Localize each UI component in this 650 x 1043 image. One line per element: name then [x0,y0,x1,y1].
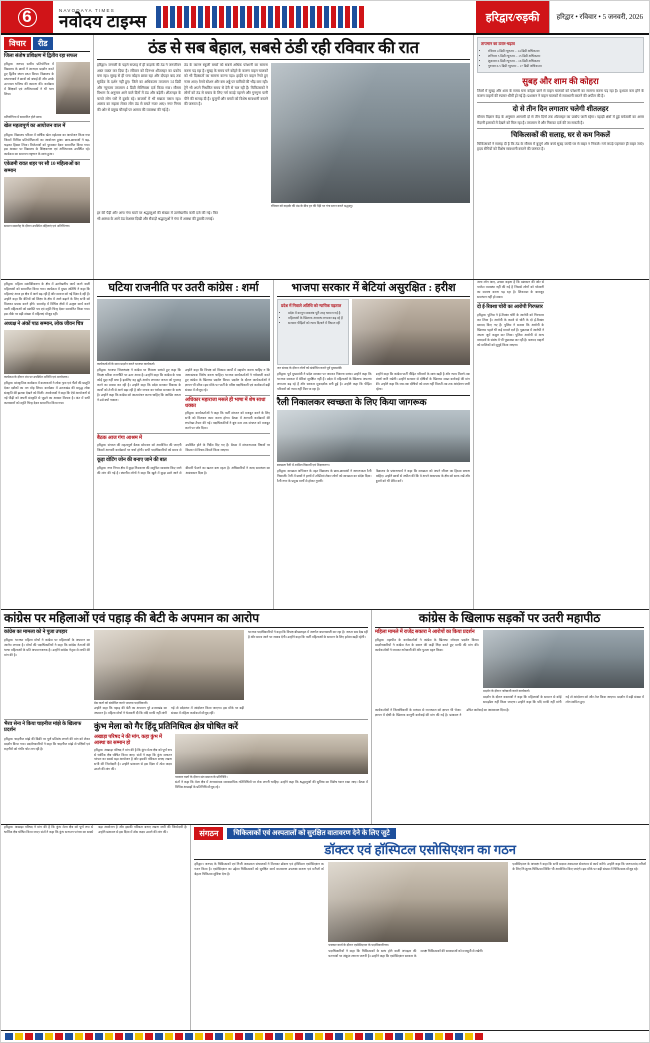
caption-ganga-ghat: रविवार को कड़ाके की ठंड के बीच हर की पैड़ी पर गंगा स्नान करते श्रद्धालु। [271,204,353,209]
section-tag-vichar: विचार [4,37,31,50]
date-line: हरिद्वार • रविवार • 5 जनवरी, 2026 [549,1,649,33]
lead-body-right: हर की पैड़ी और अन्य गंगा घाटों पर श्रद्धालुओं की संख्या में उल्लेखनीय कमी दर्ज की गई। फिर भी आस्था के आगे ठंड बेअसर दिखी और सैकड़ों श्रद्धालुओं ने गंगा में आस्था की डुबकी लगाई। [97,211,218,222]
temperature-item: • रविवार 4 डिग्री न्यूनतम – 14 डिग्री अधिकतम [488,49,640,54]
temperature-sidebar-title: तापमान का उतार-चढ़ाव [481,41,515,46]
newspaper-logo [53,1,152,33]
body-doctor-2: पदाधिकारियों ने कहा कि चिकित्सकों के साथ होने वाली अभद्रता की घटनाओं पर अंकुश लगाना जरूरी है। उन्होंने कहा कि एसोसिएशन सरकार के समक्ष चिकित्सकों की समस्याओं को मजबूती से रखेगी। [328,949,484,959]
body-folk: हरिद्वार। सांस्कृतिक कार्यक्रम में कलाकारों ने लोक नृत्य एवं गीतों की प्रस्तुति देकर दर्शकों का मन मोह लिया। कार्यक्रम में उत्तराखंड की समृद्ध लोक संस्कृति की झलक देखने को मिली। आयोजकों ने कहा कि ऐसे आयोजनों से नई पीढ़ी को अपनी संस्कृति से जुड़ने का अवसर मिलता है। अंत में सभी कलाकारों को स्मृति चिन्ह देकर सम्मानित किया गया। [4,380,90,405]
caption-akhara-parishad: पत्रकार वार्ता के दौरान संत समाज के प्रतिनिधि। [175,774,228,779]
story-congress [93,280,273,609]
body-doctor-advice: चिकित्सकों ने सलाह दी है कि ठंड के मौसम में बुजुर्ग और बच्चे सुबह जल्दी घर से बाहर न निकलें। गर्म कपड़े पहनकर ही बाहर जाएं। हृदय रोगियों को विशेष सावधानी बरतने की जरूरत है। [477,141,644,152]
body-meeting: हरिद्वार। संगठन की महत्वपूर्ण बैठक सोमवार को आयोजित की जाएगी जिसमें आगामी कार्यक्रमों पर चर्चा होगी। सभी पदाधिकारियों को समय से उपस्थित होने के निर्देश दिए गए हैं। बैठक में संगठनात्मक विषयों पर विस्तार से विचार-विमर्श किया जाएगा। [97,443,270,453]
body-bottom-left: हरिद्वार। अखाड़ा परिषद ने मांग की है कि कुंभ मेला क्षेत्र को पूर्ण रूप से धार्मिक क्षेत्र घोषित किया जाए। संतों ने कहा कि कुंभ सनातन परंपरा का सबसे बड़ा आयोजन है और इसकी पवित्रता बनाए रखना सभी की जिम्मेदारी है। उन्होंने प्रशासन से इस दिशा में ठोस कदम उठाने की मांग की। [4,825,188,834]
body-mahapeeth-3: कार्यकर्ताओं ने जिलाधिकारी के माध्यम से राज्यपाल को ज्ञापन भी भेजा। ज्ञापन में दोषी के खिलाफ कानूनी कार्रवाई की मांग की गई है। प्रशासन ने उचित कार्रवाई का आश्वासन दिया है। [375,708,510,718]
kicker-fog: सुबह और शाम की कोहरा [522,75,599,86]
body-waste: हरिद्वार। नगर निगम क्षेत्र में कूड़ा निस्तारण की समुचित व्यवस्था किए जाने की मांग की गई है। स्थानीय लोगों ने कहा कि खुले में कूड़ा डाले जाने से बीमारी फैलने का खतरा बना रहता है। अधिकारियों ने जल्द समाधान का आश्वासन दिया है। [97,465,270,475]
headline-samman: एकेडमी रावत शहर पर सौ 10 महिलाओं का सम्मान [4,162,80,174]
edition-badge: हरिद्वार/रुड़की [476,1,550,33]
photo-women-samman [4,177,90,223]
body-women-2: उन्होंने कहा कि पहाड़ की बेटी का अपमान पूरे उत्तराखंड का अपमान है। महिला मोर्चा ने चेतावनी दी कि यदि माफी नहीं मांगी गई तो प्रदेशभर में आंदोलन किया जाएगा। इस मौके पर बड़ी संख्या में महिला कार्यकर्ता मौजूद रहीं। [94,706,244,716]
body-bhasha: हरिद्वार। कार्यकर्ताओं ने कहा कि पार्टी संगठन को मजबूत करने के लिए सभी को मिलकर काम करना होगा। बैठक में आगामी कार्यक्रमों की रूपरेखा तैयार की गई। पदाधिकारियों ने बूथ स्तर तक संगठन को मजबूत करने पर जोर दिया। [185,411,270,431]
lead-story [93,35,473,279]
story-bjp [273,280,473,609]
tag-sangathan: संगठन [194,827,223,840]
body-bjp-2: उन्होंने कहा कि कांग्रेस पार्टी पीड़ित परिवारों के साथ खड़ी है और न्याय मिलने तक संघर्ष जारी रखेगी। उन्होंने सरकार से दोषियों के खिलाफ सख्त कार्रवाई की मांग की। उन्होंने कहा कि जब तक दोषियों को सजा नहीं मिलती तब तक आंदोलन जारी रहेगा। [375,372,470,392]
subhead-doctor-advice: चिकित्सकों की सलाह, घर से कम निकलें [511,131,610,140]
footer-color-bar [1,1030,649,1042]
caption-press-conference: प्रेस वार्ता को संबोधित करते भाजपा पदाधिकारी। [94,701,149,706]
body-women-samman: हरिद्वार। महिला सशक्तिकरण के क्षेत्र में उल्लेखनीय कार्य करने वाली महिलाओं को सम्मानित किया गया। कार्यक्रम में मुख्य अतिथि ने कहा कि महिलाएं आज हर क्षेत्र में आगे बढ़ रही हैं और समाज को नई दिशा दे रही हैं। उन्होंने कहा कि बेटियों को शिक्षा के क्षेत्र में आगे बढ़ाने के लिए सभी को मिलकर प्रयास करने होंगे। समारोह में विभिन्न क्षेत्रों में उत्कृष्ट कार्य करने वाली महिलाओं को प्रशस्ति पत्र एवं स्मृति चिन्ह देकर सम्मानित किया गया। इस मौके पर बड़ी संख्या में महिलाएं मौजूद रहीं। [4,282,90,316]
photo-folk-program [4,330,90,374]
page-number-badge [1,1,53,33]
headline-congress: घटिया राजनीति पर उतरी कांग्रेस : शर्मा [108,282,259,294]
subhead-erickshaw: दो ई-रिक्शा चोरी का आरोपी गिरफ्तार [477,304,543,310]
photo-bjp-protest [97,299,270,361]
story-mahapeeth [371,610,647,824]
photo-swachhata-rally [277,410,470,462]
caption-swachhata-rally: स्वच्छता रैली में शामिल विद्यार्थी एवं शिक्षकगण। [277,462,330,467]
body-swachhata-2: विद्यालय के प्रधानाचार्य ने कहा कि स्वच्छता को अपने जीवन का हिस्सा बनाना चाहिए। उन्होंने छात्रों से अपील की कि वे अपने आसपास के क्षेत्र को साफ रखें और दूसरों को भी प्रेरित करें। [375,469,470,483]
temperature-item: • शनिवार 5 डिग्री न्यूनतम – 15 डिग्री अधिकतम [488,54,640,59]
headline-kumbh: कुंभ मेला को गैर हिंदू प्रतिनिधित्व क्षेत्र घोषित करें [94,721,238,732]
caption-bjp-protest: कार्यकर्ताओं के साथ प्रदर्शन करते भाजपा कार्यकर्ता। [97,362,156,367]
photo-students [56,62,90,114]
photo-ganga-ghat [271,63,470,203]
bjp-bullet-item: • सरकार पीड़ितों को न्याय दिलाने में विफल रही [288,321,345,326]
lead-headline: ठंड से सब बेहाल, सबसे ठंडी रही रविवार की रात [148,38,419,57]
body-doctor-1: हरिद्वार। जनपद के चिकित्सकों एवं निजी अस्पताल संचालकों ने मिलकर डॉक्टर एवं हॉस्पिटल एसोसिएशन का गठन किया है। एसोसिएशन का उद्देश्य चिकित्सकों को सुरक्षित कार्य वातावरण उपलब्ध कराना एवं मरीजों को बेहतर चिकित्सा सुविधा देना है। [194,862,325,877]
caption-students: प्रतियोगिता में सम्मानित होते छात्र। [4,115,43,120]
body-bhairav-sena: हरिद्वार। चाइनीज मांझे की बिक्री पर पूर्ण प्रतिबंध लगाने की मांग को लेकर प्रदर्शन किया गया। प्रदर्शनकारियों ने कहा कि चाइनीज मांझे से पक्षियों एवं राहगीरों को गंभीर चोट लग रही है। [4,736,90,751]
decorative-stripes [152,1,475,33]
subhead-mahapeeth: महिला मामले में राजेंद्र सकारा ने आरोपों का किया प्रदर्शन [375,630,475,636]
kicker-doctor: चिकित्सकों एवं अस्पतालों को सुरक्षित वातावरण देने के लिए जुटे [227,828,395,839]
left-column-top [1,35,93,279]
caption-doctor-association: पत्रकार वार्ता के दौरान एसोसिएशन के पदाधिकारीगण। [328,943,390,948]
photo-mahapeeth-protest [483,630,644,688]
headline-swachhata: रैली निकालकर स्वच्छता के लिए किया जागरूक [277,397,427,407]
lead-body-mid: ठंड के कारण स्कूली बच्चों को सबसे अधिक परेशानी का सामना करना पड़ रहा है। सुबह के समय घने कोहरे के कारण वाहन चालकों को भी दिक्कतों का सामना करना पड़ा। हाईवे पर वाहन रेंगते हुए नजर आए। रेलवे स्टेशन और बस अड्डे पर यात्रियों की भीड़ कम रही। ट्रेनें भी अपने निर्धारित समय से देरी से चल रही हैं। चिकित्सकों ने लोगों को ठंड से बचाव के लिए गर्म कपड़े पहनने और गुनगुना पानी पीने की सलाह दी है। बुजुर्गों और बच्चों को विशेष सावधानी बरतने की जरूरत है। [184,63,268,107]
bjp-bullet-item: • प्रदेश में कानून व्यवस्था पूरी तरह चरमरा गई है [288,311,345,316]
body-congress-1: हरिद्वार। भाजपा जिलाध्यक्ष ने कांग्रेस पर निशाना साधते हुए कहा कि विपक्ष घटिया राजनीति पर उतर आया है। उन्होंने कहा कि कांग्रेस के पास कोई मुद्दा नहीं बचा है इसलिए वह झूठे आरोप लगाकर जनता को गुमराह करने का प्रयास कर रही है। उन्होंने कहा कि प्रदेश सरकार विकास के कार्यों को तेजी से आगे बढ़ा रही है और जनता का भरोसा सरकार के साथ है। उन्होंने कहा कि कांग्रेस को आत्ममंथन करना चाहिए कि आखिर जनता ने उसे क्यों नकारा। [97,368,181,402]
bjp-bullet-item: • महिलाओं के खिलाफ अपराध लगातार बढ़ रहे हैं [288,316,345,321]
body-bjp-1: हरिद्वार। पूर्व मुख्यमंत्री ने प्रदेश सरकार पर जमकर निशाना साधा। उन्होंने कहा कि भाजपा सरकार में बेटियां सुरक्षित नहीं हैं। प्रदेश में महिलाओं के खिलाफ अपराध लगातार बढ़ रहे हैं और सरकार मूकदर्शक बनी हुई है। उन्होंने कहा कि पीड़ित परिवारों को न्याय नहीं मिल पा रहा है। [277,372,372,392]
body-kumbh-1: हरिद्वार। अखाड़ा परिषद ने मांग की है कि कुंभ मेला क्षेत्र को पूर्ण रूप से धार्मिक क्षेत्र घोषित किया जाए। संतों ने कहा कि कुंभ सनातन परंपरा का सबसे बड़ा आयोजन है और इसकी पवित्रता बनाए रखना सभी की जिम्मेदारी है। उन्होंने प्रशासन से इस दिशा में ठोस कदम उठाने की मांग की। [94,747,172,772]
section-tag-read: रीड [33,37,53,50]
caption-women-samman: सम्मान समारोह के दौरान उपस्थित महिलाएं एवं अतिथिगण। [4,223,71,228]
photo-doctor-association [328,862,508,942]
body-fog: जिलों में सुबह और शाम के समय घना कोहरा छाने से वाहन चालकों को परेशानी का सामना करना पड़ रहा है। दृश्यता कम होने के कारण वाहनों की रफ्तार धीमी हो गई है। प्रशासन ने वाहन चालकों से सावधानी बरतने की अपील की है। [477,88,644,99]
lead-body-left: हरिद्वार। जनवरी के पहले सप्ताह में ही कड़ाके की ठंड ने जनजीवन अस्त व्यस्त कर दिया है। रविवार को दिनभर शीतलहर का प्रकोप बना रहा। सुबह से ही घना कोहरा छाया रहा और दोपहर बाद तक सूर्यदेव के दर्शन नहीं हुए। जिले का अधिकतम तापमान 14 डिग्री और न्यूनतम तापमान 4 डिग्री सेल्सियस दर्ज किया गया। मौसम विभाग के अनुसार आने वाले दिनों में ठंड और बढ़ेगी। शीतलहर के चलते लोग घरों में दुबके रहे। बाजारों में भी सन्नाटा पसरा रहा। अलाव का सहारा लेकर लोग ठंड से बचते नजर आए। नगर निगम की ओर से प्रमुख चौराहों पर अलाव की व्यवस्था की गई है। [97,63,181,112]
caption-mahapeeth-protest: प्रदर्शन के दौरान नारेबाजी करते कार्यकर्ता। [483,689,531,694]
headline-bjp: भाजपा सरकार में बेटियां असुरक्षित : हरीश [291,282,456,294]
headline-khel: खेल महत्वपूर्ण का आयोजन वाल में [4,124,66,130]
bottom-left-column [1,825,190,1030]
body-coldwave: मौसम विज्ञान केंद्र के अनुसार आगामी दो से तीन दिनों तक शीतलहर का प्रकोप जारी रहेगा। पहाड़ी क्षेत्रों में हुई बर्फबारी का असर मैदानी इलाकों में देखने को मिल रहा है। तापमान में और गिरावट दर्ज की जा सकती है। [477,115,644,125]
body-khel: हरिद्वार। विद्यालय परिसर में वार्षिक खेल महोत्सव का आयोजन किया गया जिसमें विभिन्न प्रतियोगिताओं का आयोजन हुआ। छात्र-छात्राओं ने बढ़-चढ़कर हिस्सा लिया। विजेताओं को पुरस्कार देकर सम्मानित किया गया। इस अवसर पर विद्यालय के शिक्षकगण एवं अभिभावक उपस्थित रहे। कार्यक्रम का समापन राष्ट्रगान के साथ हुआ। [4,132,90,157]
caption-folk-program: कार्यक्रम के दौरान मंच पर उपस्थित अतिथि एवं आयोजक। [4,374,69,379]
body-sanstha: हरिद्वार। जनपद स्तरीय प्रतियोगिता में विद्यालय के छात्रों ने शानदार प्रदर्शन करते हुए द्वितीय स्थान प्राप्त किया। विद्यालय के प्रधानाचार्य ने छात्रों को बधाई दी और उनके उज्ज्वल भविष्य की कामना की। कार्यक्रम में शिक्षकों एवं अभिभावकों ने भी भाग लिया। [4,62,54,96]
body-mahapeeth-2: प्रदर्शन के दौरान वक्ताओं ने कहा कि महिलाओं के सम्मान से कोई समझौता नहीं किया जाएगा। उन्होंने कहा कि यदि माफी नहीं मांगी गई तो आंदोलन को और तेज किया जाएगा। प्रदर्शन में बड़ी संख्या में लोग शामिल हुए। [483,695,644,705]
photo-harish-rawat [352,299,470,365]
bjp-bullet-title: प्रदेश में निवाले अतिथि को न्यायिक पड़ताल [281,303,342,309]
body-swachhata-1: हरिद्वार। स्वच्छता अभियान के तहत विद्यालय के छात्र-छात्राओं ने जागरूकता रैली निकाली। रैली में छात्रों ने हाथों में तख्तियां लेकर लोगों को स्वच्छता का संदेश दिया। रैली नगर के प्रमुख मार्गों से होकर गुजरी। [277,469,372,483]
subhead-women-left: कांग्रेस का मामला को ने पूजा उपहार [4,630,68,636]
temperature-item: • गुरुवार 6.5 डिग्री न्यूनतम – 17 डिग्री अधिकतम [488,64,640,69]
masthead [1,1,649,35]
body-kumbh-2: संतों ने कहा कि मेला क्षेत्र में अनावश्यक व्यावसायिक गतिविधियों पर रोक लगनी चाहिए। उन्होंने कहा कि श्रद्धालुओं की सुविधा का विशेष ध्यान रखा जाए। बैठक में विभिन्न अखाड़ों के प्रतिनिधि मौजूद रहे। [175,779,368,789]
caption-harish-rawat: जन संवाद के दौरान लोगों को संबोधित करते पूर्व मुख्यमंत्री। [277,366,343,371]
left-column-mid [1,280,93,609]
subhead-meeting: बैठक आज गंगा आश्रम में [97,436,142,442]
headline-doctor: डॉक्टर एवं हॉस्पिटल एसोसिएशन का गठन [324,842,516,857]
body-doctor-3: एसोसिएशन के अध्यक्ष ने कहा कि सभी सदस्य अस्पताल सेवाभाव से कार्य करेंगे। उन्होंने कहा कि जरूरतमंद मरीजों के लिए नि:शुल्क चिकित्सा शिविर भी आयोजित किए जाएंगे। इस मौके पर बड़ी संख्या में चिकित्सक मौजूद रहे। [512,862,646,872]
body-women-3: भाजपा पदाधिकारियों ने कहा कि विपक्ष बौखलाहट में अनर्गल बयानबाजी कर रहा है। जनता सब देख रही है और समय आने पर जवाब देगी। उन्होंने कहा कि पार्टी महिलाओं के सम्मान के लिए हमेशा खड़ी रहेगी। [248,630,368,640]
subhead-bhairav-sena: भैरव सेना ने किया चाइनीज मांझे के खिलाफ प्रदर्शन [4,722,82,734]
right-column-top [473,35,647,279]
logo-hindi: नवोदय टाइम्स [59,11,147,31]
subhead-bhasha: अधिकार महाराजा मसले ही भाषा में शेष साधा धक्का [185,397,266,410]
headline-mahapeeth: कांग्रेस के खिलाफ सड़कों पर उतरी महापीठ [418,611,601,625]
headline-folk: अध्यक्ष ने अंकों पाठ सम्मान, लोक जीवन चित्र [4,321,84,327]
headline-sanstha: जिला संतोष प्रशिक्षण में द्वितीय रहा सफल [4,54,78,59]
bjp-bullet-box [277,299,349,365]
story-doctor [190,825,649,1030]
body-women-1: हरिद्वार। भाजपा महिला मोर्चा ने कांग्रेस पर महिलाओं के अपमान का आरोप लगाया है। मोर्चा की पदाधिकारियों ने कहा कि कांग्रेस नेताओं की भाषा महिलाओं के प्रति अपमानजनक है। उन्होंने कांग्रेस नेतृत्व से माफी की मांग की है। [4,638,90,658]
temperature-sidebar [477,37,644,73]
photo-akhara-parishad [175,734,368,774]
story-women [1,610,371,824]
headline-women: कांग्रेस पर महिलाओं एवं पहाड़ की बेटी के अपमान का आरोप [4,611,260,625]
logo-english: NAVODAYA TIMES [59,7,115,13]
body-erickshaw: हरिद्वार। पुलिस ने ई-रिक्शा चोरी के आरोपी को गिरफ्तार कर लिया है। आरोपी के कब्जे से चोरी के दो ई-रिक्शा बरामद किए गए हैं। पुलिस ने बताया कि आरोपी के खिलाफ पहले भी कई मामले दर्ज हैं। पूछताछ में आरोपी ने अपना जुर्म कबूल कर लिया। पुलिस आरोपी से अन्य वारदातों के संबंध में भी पूछताछ कर रही है। बरामद वाहनों को मालिकों को सुपुर्द किया जाएगा। [477,313,544,347]
body-mahapeeth-1: हरिद्वार। महापीठ के कार्यकर्ताओं ने कांग्रेस के खिलाफ जोरदार प्रदर्शन किया। प्रदर्शनकारियों ने कांग्रेस नेता के बयान की कड़ी निंदा करते हुए माफी की मांग की। कार्यकर्ताओं ने जमकर नारेबाजी की और पुतला दहन किया। [375,638,479,653]
page-number: 6 [18,8,37,27]
kicker-kumbh: अखाड़ा परिषद ने की मांग, कहा कुंभ में आस्था का सम्मान हो [94,734,163,746]
right-column-mid [473,280,547,609]
body-congress-2: उन्होंने कहा कि विपक्ष को विकास कार्यों में सहयोग करना चाहिए न कि अनावश्यक विरोध करना चाहिए। भाजपा कार्यकर्ताओं ने नारेबाजी करते हुए कांग्रेस के खिलाफ प्रदर्शन किया। प्रदर्शन के दौरान कार्यकर्ताओं ने ज्ञापन भी सौंपा। इस मौके पर पार्टी के वरिष्ठ पदाधिकारी एवं कार्यकर्ता बड़ी संख्या में मौजूद रहे। [185,368,270,392]
body-misc: अन्य लोग आए, उनका कहना है कि प्रशासन की ओर से पर्याप्त व्यवस्था नहीं की गई है जिससे लोगों को परेशानी का सामना करना पड़ रहा है। शिकायत के बावजूद समाधान नहीं हो सका। [477,280,544,299]
subhead-coldwave: दो से तीन दिन लगातार चलेगी शीतलहर [512,104,609,113]
subhead-waste: कूड़ा वोटिंग जोन की बनाए जाने की बात [97,458,167,464]
temperature-item: • शुक्रवार 6 डिग्री न्यूनतम – 16 डिग्री अधिकतम [488,59,640,64]
photo-press-conference [94,630,244,700]
